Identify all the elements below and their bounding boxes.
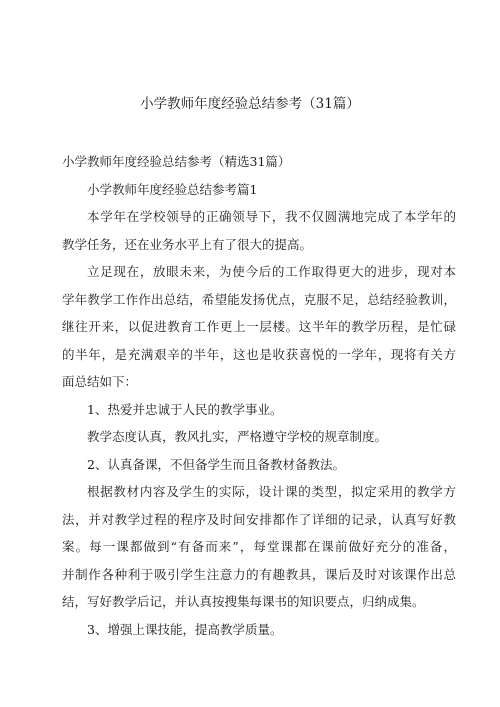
section-heading: 小学教师年度经验总结参考（精选31篇） — [62, 154, 291, 169]
paragraph-line: 2、认真备课，不但备学生而且备教材备教法。 — [87, 456, 345, 472]
paragraph-line: 根据教材内容及学生的实际，设计课的类型，拟定采用的教学方 — [87, 484, 456, 499]
paragraph-line: 面总结如下： — [62, 374, 138, 389]
paragraph-line: 法，并对教学过程的程序及时间安排都作了详细的记录，认真写好教 — [62, 511, 456, 527]
paragraph-line: 继往开来，以促进教育工作更上一层楼。这半年的教学历程，是忙碌 — [62, 319, 456, 334]
paragraph-line: 学年教学工作作出总结，希望能发扬优点，克服不足，总结经验教训， — [62, 291, 456, 307]
paragraph-line: 1、热爱并忠诚于人民的教学事业。 — [87, 401, 283, 417]
document-body — [62, 148, 456, 643]
paragraph-line: 教学任务，还在业务水平上有了很大的提高。 — [62, 236, 313, 252]
paragraph-line: 教学态度认真，教风扎实，严格遵守学校的规章制度。 — [87, 429, 388, 444]
paragraph-line: 的半年，是充满艰辛的半年，这也是收获喜悦的一学年，现将有关方 — [62, 346, 456, 362]
paragraph-line: 结，写好教学后记，并认真按搜集每课书的知识要点，归纳成集。 — [62, 594, 425, 609]
paragraph-line: 立足现在，放眼未来，为使今后的工作取得更大的进步，现对本 — [87, 264, 456, 279]
document-title: 小学教师年度经验总结参考（31篇） — [140, 96, 360, 112]
paragraph-line: 3、增强上课技能，提高教学质量。 — [87, 621, 283, 637]
section-heading: 小学教师年度经验总结参考篇1 — [87, 181, 258, 197]
paragraph-line: 本学年在学校领导的正确领导下，我不仅圆满地完成了本学年的 — [87, 209, 456, 224]
paragraph-line: 案。每一课都做到“有备而来”，每堂课都在课前做好充分的准备， — [62, 539, 456, 554]
paragraph-line: 并制作各种利于吸引学生注意力的有趣教具，课后及时对该课作出总 — [62, 566, 456, 582]
